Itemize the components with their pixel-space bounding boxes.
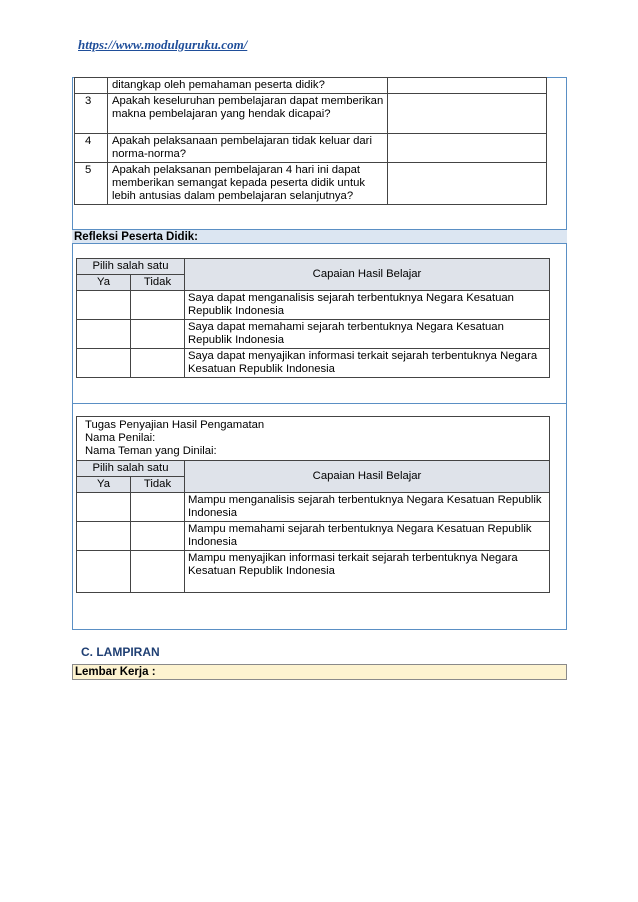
penilaian-table <box>76 416 550 593</box>
penilai-label: Nama Penilai: <box>85 432 156 444</box>
ya-checkbox-cell[interactable] <box>77 320 131 349</box>
ya-header: Ya <box>77 477 131 493</box>
table-row <box>75 78 547 94</box>
tidak-header: Tidak <box>131 477 185 493</box>
table-row <box>77 522 550 551</box>
row-number: 4 <box>75 134 108 163</box>
tidak-checkbox-cell[interactable] <box>131 493 185 522</box>
table-row <box>75 94 547 134</box>
ya-checkbox-cell[interactable] <box>77 291 131 320</box>
tidak-checkbox-cell[interactable] <box>131 349 185 378</box>
capaian-text: Saya dapat memahami sejarah terbentuknya Negara Kesatuan Republik Indonesia <box>185 320 550 349</box>
lampiran-heading: C. LAMPIRAN <box>81 645 160 659</box>
pilih-header: Pilih salah satu <box>77 259 185 275</box>
tidak-checkbox-cell[interactable] <box>131 551 185 593</box>
capaian-text: Mampu menyajikan informasi terkait sejarah terbentuknya Negara Kesatuan Republik Indonesia <box>185 551 550 593</box>
question-text: Apakah pelaksanaan pembelajaran tidak keluar dari norma-norma? <box>107 134 387 163</box>
tidak-checkbox-cell[interactable] <box>131 320 185 349</box>
website-link[interactable]: https://www.modulguruku.com/ <box>78 37 248 52</box>
ya-checkbox-cell[interactable] <box>77 522 131 551</box>
capaian-text: Saya dapat menganalisis sejarah terbentuknya Negara Kesatuan Republik Indonesia <box>185 291 550 320</box>
table-header-row <box>77 259 550 275</box>
answer-cell[interactable] <box>388 78 547 94</box>
capaian-text: Saya dapat menyajikan informasi terkait sejarah terbentuknya Negara Kesatuan Republik Indonesia <box>185 349 550 378</box>
capaian-text: Mampu memahami sejarah terbentuknya Negara Kesatuan Republik Indonesia <box>185 522 550 551</box>
pilih-header: Pilih salah satu <box>77 461 185 477</box>
task-title: Tugas Penyajian Hasil Pengamatan <box>85 419 265 431</box>
table-header-row <box>77 461 550 477</box>
question-text: ditangkap oleh pemahaman peserta didik? <box>107 78 387 94</box>
table-row <box>77 551 550 593</box>
answer-cell[interactable] <box>388 134 547 163</box>
table-row <box>77 320 550 349</box>
capaian-header: Capaian Hasil Belajar <box>185 259 550 291</box>
answer-cell[interactable] <box>388 163 547 205</box>
table-row <box>77 291 550 320</box>
ya-header: Ya <box>77 275 131 291</box>
lembar-kerja-bar: Lembar Kerja : <box>72 664 567 680</box>
ya-checkbox-cell[interactable] <box>77 493 131 522</box>
row-number: 5 <box>75 163 108 205</box>
tidak-header: Tidak <box>131 275 185 291</box>
section-divider <box>72 403 567 404</box>
row-number: 3 <box>75 94 108 134</box>
capaian-header: Capaian Hasil Belajar <box>185 461 550 493</box>
row-number <box>75 78 108 94</box>
question-text: Apakah pelaksanan pembelajaran 4 hari ini dapat memberikan semangat kepada peserta didik untuk lebih antusias dalam pembelajaran selanjutnya? <box>107 163 387 205</box>
tidak-checkbox-cell[interactable] <box>131 522 185 551</box>
refleksi-heading: Refleksi Peserta Didik: <box>72 229 567 244</box>
ya-checkbox-cell[interactable] <box>77 349 131 378</box>
table-row <box>77 349 550 378</box>
table-row <box>75 163 547 205</box>
info-row <box>77 417 550 461</box>
answer-cell[interactable] <box>388 94 547 134</box>
tidak-checkbox-cell[interactable] <box>131 291 185 320</box>
question-table <box>74 77 547 205</box>
table-row <box>77 493 550 522</box>
table-row <box>75 134 547 163</box>
ya-checkbox-cell[interactable] <box>77 551 131 593</box>
capaian-text: Mampu menganalisis sejarah terbentuknya Negara Kesatuan Republik Indonesia <box>185 493 550 522</box>
refleksi-table <box>76 258 550 378</box>
dinilai-label: Nama Teman yang Dinilai: <box>85 445 217 457</box>
question-text: Apakah keseluruhan pembelajaran dapat memberikan makna pembelajaran yang hendak dicapai? <box>107 94 387 134</box>
